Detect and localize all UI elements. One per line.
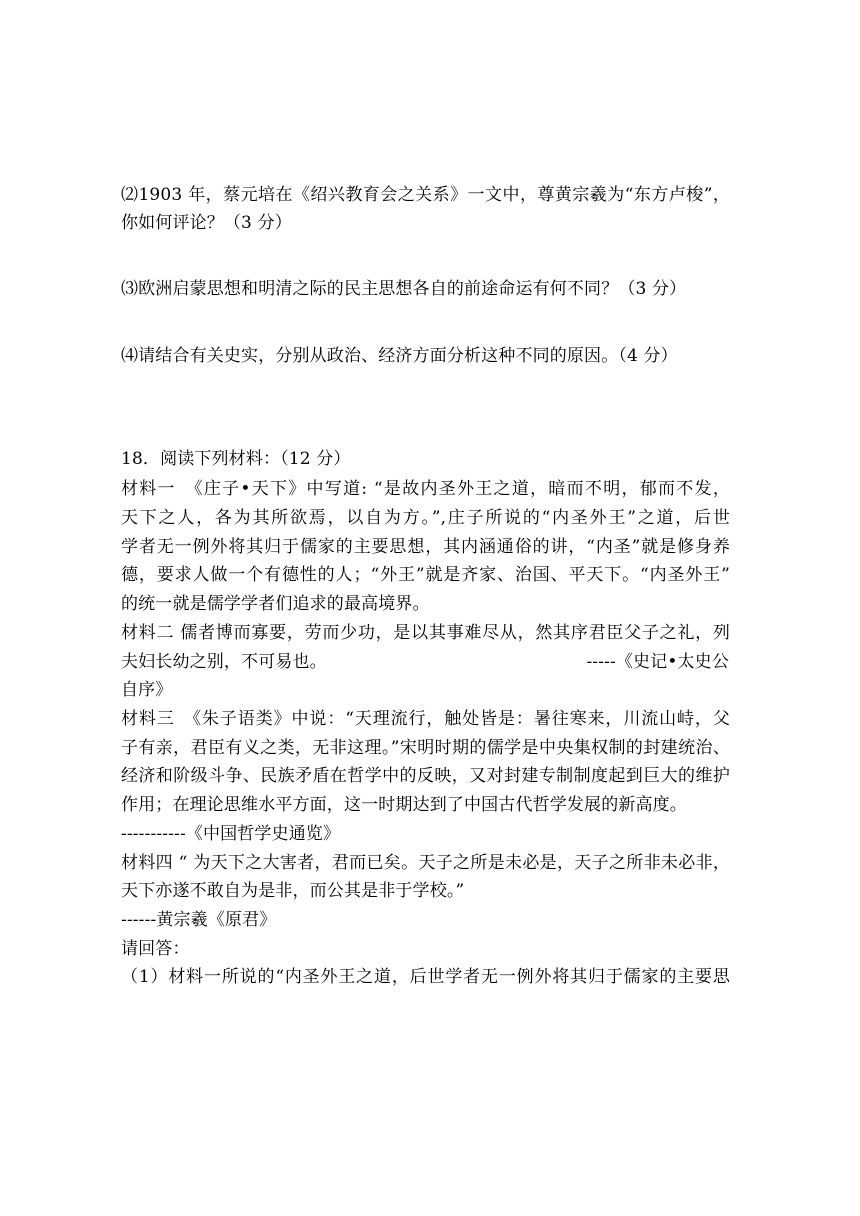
q17-part2-line1: ⑵1903 年，蔡元培在《绍兴教育会之关系》一文中，尊黄宗羲为“东方卢梭”，: [121, 185, 730, 205]
answer-prompt: 请回答：: [121, 939, 190, 959]
material-1-line3: 学者无一例外将其归于儒家的主要思想，其内涵通俗的讲，“内圣”就是修身养: [121, 537, 730, 557]
q18-subquestion-1: （1）材料一所说的“内圣外王之道，后世学者无一例外将其归于儒家的主要思: [121, 967, 730, 987]
q17-part3: ⑶欧洲启蒙思想和明清之际的民主思想各自的前途命运有何不同？（3 分）: [121, 279, 687, 299]
material-1-line2: 天下之人，各为其所欲焉，以自为方。”,庄子所说的“内圣外王”之道，后世: [121, 508, 730, 528]
material-3-line2: 子有亲，君臣有义之类，无非这理。”宋明时期的儒学是中央集权制的封建统治、: [121, 738, 730, 758]
material-3-line4: 作用；在理论思维水平方面，这一时期达到了中国古代哲学发展的新高度。: [121, 795, 687, 815]
material-1-line4: 德，要求人做一个有德性的人；“外王”就是齐家、治国、平天下。“内圣外王”: [121, 565, 730, 585]
q17-part4: ⑷请结合有关史实，分别从政治、经济方面分析这种不同的原因。（4 分）: [121, 346, 678, 366]
material-4-source: ------黄宗羲《原君》: [121, 910, 277, 930]
material-1-line5: 的统一就是儒学学者们追求的最高境界。: [121, 594, 430, 614]
material-2-line1: 材料二 儒者博而寡要，劳而少功，是以其事难尽从，然其序君臣父子之礼，列: [121, 623, 730, 643]
material-3-line3: 经济和阶级斗争、民族矛盾在哲学中的反映，又对封建专制制度起到巨大的维护: [121, 766, 730, 786]
material-4-line2: 天下亦遂不敢自为是非，而公其是非于学校。”: [121, 881, 465, 901]
q17-part2-line2: 你如何评论？（3 分）: [121, 213, 292, 233]
material-2-line3: 自序》: [121, 680, 173, 700]
material-2-line2: 夫妇长幼之别，不可易也。: [121, 652, 327, 672]
material-1-line1: 材料一 《庄子•天下》中写道: “是故内圣外王之道，暗而不明，郁而不发，: [121, 479, 730, 499]
q18-heading: 18．阅读下列材料：（12 分）: [121, 449, 351, 469]
material-2-source: -----《史记•太史公: [586, 652, 729, 672]
material-3-source: -----------《中国哲学史通览》: [121, 824, 341, 844]
material-3-line1: 材料三 《朱子语类》中说：“天理流行，触处皆是：暑往寒来，川流山峙，父: [121, 709, 730, 729]
material-4-line1: 材料四 “ 为天下之大害者，君而已矣。天子之所是未必是，天子之所非未必非，: [121, 853, 730, 873]
